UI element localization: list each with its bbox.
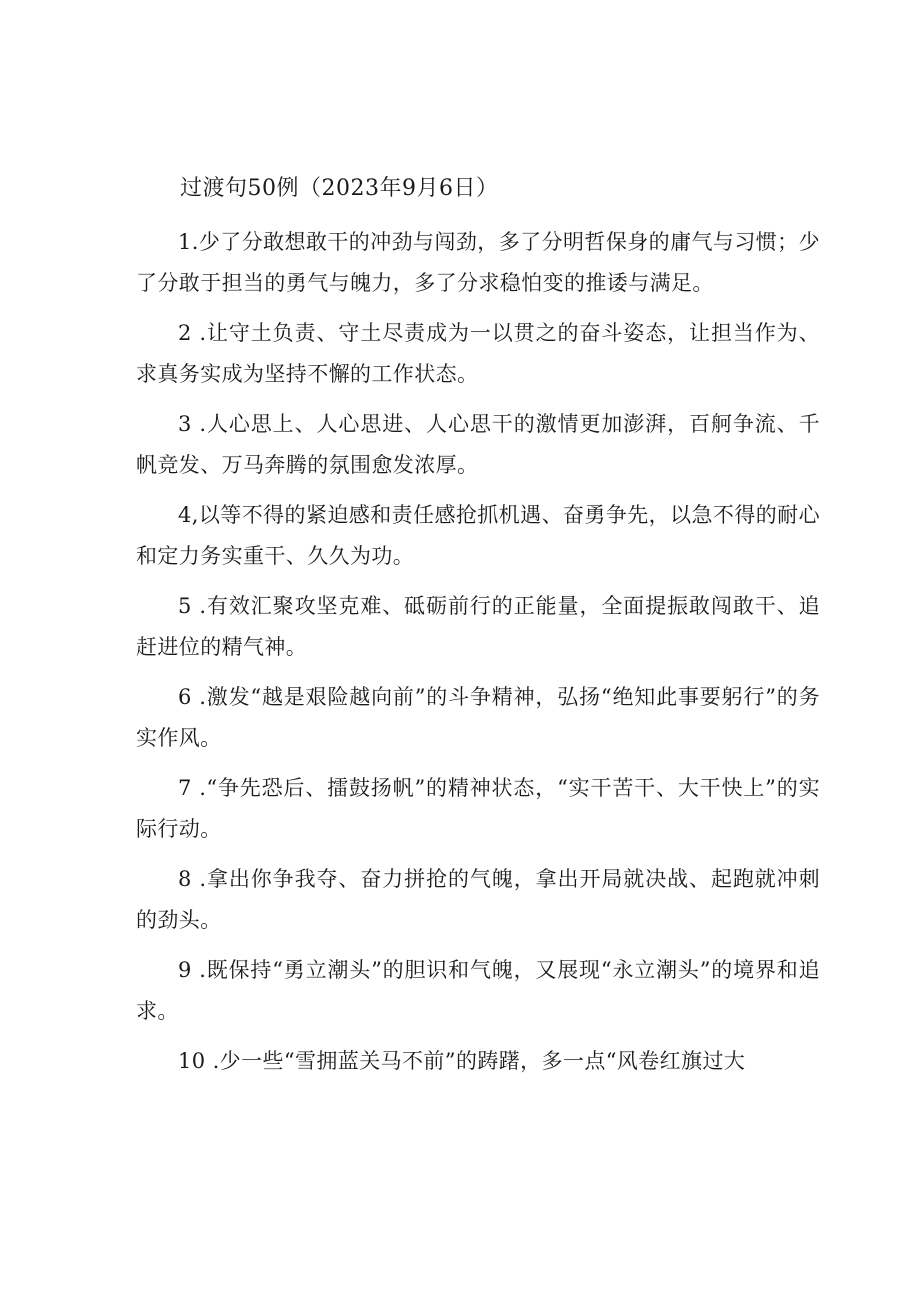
item-list (136, 222, 820, 1091)
list-item: 9 .既保持“勇立潮头”的胆识和气魄，又展现“永立潮头”的境界和追求。 (136, 958, 820, 1023)
list-item: 3 .人心思上、人心思进、人心思干的激情更加澎湃，百舸争流、千帆竞发、万马奔腾的氛围愈发浓厚。 (136, 412, 820, 477)
document-title: 过渡句50例（2023年9月6日） (180, 176, 499, 201)
list-item: 1.少了分敢想敢干的冲劲与闯劲，多了分明哲保身的庸气与习惯；少了分敢于担当的勇气与魄力，多了分求稳怕变的推诿与满足。 (136, 230, 820, 295)
list-item: 8 .拿出你争我夺、奋力拼抢的气魄，拿出开局就决战、起跑就冲刺的劲头。 (136, 867, 820, 932)
list-item: 2 .让守土负责、守土尽责成为一以贯之的奋斗姿态，让担当作为、求真务实成为坚持不懈的工作状态。 (136, 321, 820, 386)
list-item: 6 .激发“越是艰险越向前”的斗争精神，弘扬“绝知此事要躬行”的务实作风。 (136, 685, 820, 750)
list-item: 5 .有效汇聚攻坚克难、砥砺前行的正能量，全面提振敢闯敢干、追赶进位的精气神。 (136, 594, 820, 659)
list-item: 4,以等不得的紧迫感和责任感抢抓机遇、奋勇争先，以急不得的耐心和定力务实重干、久久为功。 (136, 503, 820, 568)
list-item: 10 .少一些“雪拥蓝关马不前”的踌躇，多一点“风卷红旗过大 (178, 1049, 746, 1073)
list-item: 7 .“争先恐后、擂鼓扬帆”的精神状态，“实干苦干、大干快上”的实际行动。 (136, 776, 820, 841)
